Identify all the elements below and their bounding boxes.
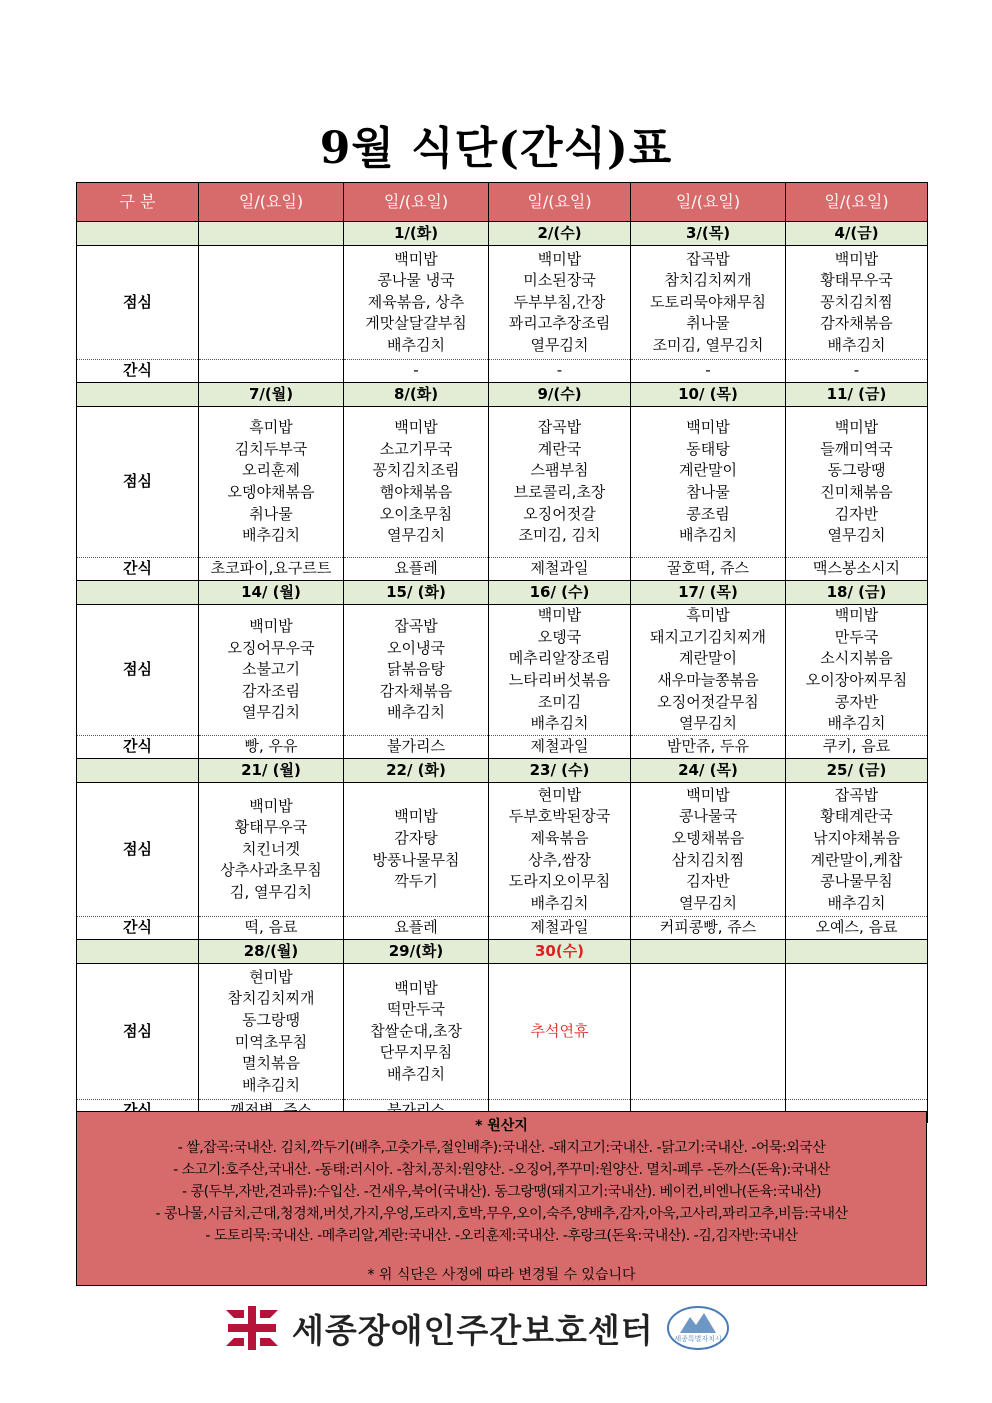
lunch-menu-cell [786,407,928,558]
menu-item: 백미밥 [834,418,879,437]
menu-item: 낚지야채볶음 [813,828,900,847]
date-row [77,581,928,605]
menu-item: 계란말이,케찹 [810,850,903,869]
lunch-menu-cell [344,605,489,736]
snack-cell: 요플레 [344,558,489,581]
header-cell: 일/(요일) [344,183,489,222]
origin-title: * 원산지 [475,1118,528,1134]
lunch-menu-cell [199,605,344,736]
date-row [77,383,928,407]
menu-item: 현미밥 [537,785,582,804]
page-title: 9월 식단(간식)표 [319,123,673,174]
menu-item: 배추김치 [679,526,737,545]
menu-item: 백미밥 [537,606,582,625]
menu-item: 느타리버섯볶음 [508,671,611,689]
snack-cell: 요플레 [344,917,489,940]
snack-cell: 맥스봉소시지 [786,558,928,581]
menu-item: 진미채볶음 [820,483,893,501]
date-cell: 10/ (목) [631,383,786,407]
menu-item: 두부호박된장국 [508,807,611,826]
menu-item: 황태계란국 [820,807,893,826]
snack-cell: 제철과일 [489,917,631,940]
date-cell: 21/ (월) [199,759,344,783]
menu-item: 콩나물국 [679,807,737,826]
menu-item: 김자반 [834,504,879,523]
date-row-label [77,759,199,783]
menu-item: 들깨미역국 [820,439,893,458]
menu-item: 백미밥 [834,249,879,268]
lunch-menu-cell [344,783,489,917]
menu-item: 백미밥 [686,785,730,804]
lunch-menu-cell [631,783,786,917]
menu-item: 백미밥 [394,978,438,997]
origin-line: - 쌀,잡곡:국내산. 김치,깍두기(배추,고춧가루,절인배추):국내산. -돼지고기:국내산. -닭고기:국내산. -어묵:외국산 [177,1140,826,1156]
menu-item: 김자반 [686,872,730,891]
menu-item: 배추김치 [827,335,886,354]
menu-item: 삼치김치찜 [671,850,745,869]
menu-item: 배추김치 [242,1075,300,1094]
origin-line: - 콩나물,시금치,근대,청경채,버섯,가지,우엉,도라지,호박,무우,오이,숙주,양배추,감자,아욱,고사리,꽈리고추,비듬:국내산 [155,1206,848,1222]
snack-cell: - [631,360,786,383]
menu-table [76,182,928,1123]
menu-item: 게맛살달걀부침 [365,314,467,333]
snack-row [77,736,928,759]
date-cell: 18/ (금) [786,581,928,605]
snack-row [77,917,928,940]
menu-item: 감자채볶음 [379,681,453,700]
menu-item: 황태무우국 [234,818,308,837]
date-cell: 25/ (금) [786,759,928,783]
date-cell: 2/(수) [489,222,631,246]
menu-item: 오뎅국 [537,627,582,646]
menu-item: 오이장아찌무침 [805,671,908,689]
menu-item: 오뎅채볶음 [671,828,745,847]
lunch-menu-cell [344,964,489,1100]
lunch-label: 점심 [77,605,199,736]
sejong-city-seal-icon [666,1305,730,1351]
menu-item: 참치김치찌개 [227,989,315,1008]
date-cell: 23/ (수) [489,759,631,783]
header-row [77,183,928,222]
menu-item: 새우마늘쫑볶음 [657,671,759,689]
snack-label: 간식 [77,558,199,581]
menu-item: 배추김치 [387,335,445,354]
snack-cell: 빵, 우유 [199,736,344,759]
menu-item: 두부부침,간장 [513,292,606,311]
date-cell [199,222,344,246]
menu-item: 제육볶음 [530,828,589,847]
date-cell: 11/ (금) [786,383,928,407]
menu-item: 열무김치 [679,714,737,733]
menu-item: 열무김치 [530,335,589,354]
menu-item: 도라지오이무침 [508,872,611,891]
lunch-menu-cell [489,964,631,1100]
menu-item: 오리훈제 [242,461,300,480]
snack-label: 간식 [77,736,199,759]
menu-item: 잡곡밥 [686,249,730,268]
snack-row [77,360,928,383]
date-cell: 7/(월) [199,383,344,407]
menu-item: 상추,쌈장 [528,850,591,869]
header-cell: 구 분 [77,183,199,222]
snack-cell: 커피콩빵, 쥬스 [631,917,786,940]
snack-cell: - [344,360,489,383]
menu-item: 방풍나물무침 [372,850,460,869]
menu-item: 감자채볶음 [820,314,893,333]
menu-item: 꽁치김치찜 [820,292,893,311]
menu-item: 닭볶음탕 [387,660,445,679]
date-cell: 16/ (수) [489,581,631,605]
menu-item: 계란말이 [679,649,737,668]
menu-item: 김, 열무김치 [230,882,312,901]
menu-item: 떡만두국 [387,1000,445,1019]
lunch-menu-cell [489,605,631,736]
lunch-row [77,964,928,1100]
menu-item: 오징어무우국 [227,638,315,657]
lunch-label: 점심 [77,783,199,917]
menu-item: 잡곡밥 [537,418,582,437]
brand-footer [222,1302,782,1354]
menu-item: 계란국 [537,439,582,458]
change-notice: * 위 식단은 사정에 따라 변경될 수 있습니다 [367,1267,636,1283]
menu-item: 돼지고기김치찌개 [650,627,766,646]
snack-cell: 제철과일 [489,558,631,581]
menu-item: 배추김치 [387,703,445,722]
header-cell: 일/(요일) [199,183,344,222]
menu-item: 열무김치 [827,526,886,545]
origin-line: - 소고기:호주산,국내산. -동태:러시아. -참치,꽁치:원양산. -오징어,쭈꾸미:원양산. 멸치-페루 -돈까스(돈육):국내산 [173,1162,830,1178]
menu-item: 메추리알장조림 [508,649,611,668]
menu-item: 멸치볶음 [242,1054,300,1073]
menu-item: 햄야채볶음 [379,483,453,501]
date-cell: 4/(금) [786,222,928,246]
menu-item: 오이초무침 [379,504,453,523]
snack-cell: 떡, 음료 [199,917,344,940]
menu-item: 콩나물 냉국 [377,271,455,290]
menu-item: 잡곡밥 [394,617,438,636]
menu-item: 미역초무침 [234,1032,308,1051]
caritas-cross-icon [222,1304,282,1352]
menu-item: 소시지볶음 [820,649,893,668]
menu-item: 취나물 [249,504,293,523]
origin-line: - 콩(두부,자반,견과류):수입산. -건새우,북어(국내산). 동그랑땡(돼지고기:국내산). 베이컨,비엔나(돈육:국내산) [182,1184,821,1200]
menu-item: 제육볶음, 상추 [367,292,465,311]
origin-box [76,1111,927,1286]
menu-item: 계란말이 [679,461,737,480]
lunch-menu-cell [344,407,489,558]
date-row-label [77,222,199,246]
date-cell [631,940,786,964]
date-cell [786,940,928,964]
menu-item: 동그랑땡 [827,461,886,480]
menu-item: 도토리묵야채무침 [650,292,766,311]
lunch-menu-cell [786,783,928,917]
snack-label: 간식 [77,360,199,383]
menu-item: 흑미밥 [686,606,730,625]
lunch-menu-cell [786,605,928,736]
lunch-row [77,783,928,917]
lunch-menu-cell [199,407,344,558]
menu-item: 스팸부침 [530,461,589,480]
snack-cell: 쿠키, 음료 [786,736,928,759]
menu-item: 조미김, 김치 [518,526,601,545]
date-row [77,759,928,783]
date-cell: 24/ (목) [631,759,786,783]
menu-item: 황태무우국 [820,271,893,290]
menu-item: 브로콜리,초장 [513,483,606,501]
menu-item: 꽈리고추장조림 [508,314,611,333]
menu-item: 동태탕 [686,439,730,458]
seal-text: 세종특별자치시 [674,1335,722,1343]
lunch-menu-cell [631,605,786,736]
lunch-menu-cell [631,246,786,360]
menu-item: 백미밥 [394,249,438,268]
menu-item: 취나물 [686,314,730,333]
snack-cell: 밤만쥬, 두유 [631,736,786,759]
date-cell: 22/ (화) [344,759,489,783]
date-cell: 1/(화) [344,222,489,246]
date-row-label [77,581,199,605]
date-row-label [77,383,199,407]
menu-item: 참나물 [686,483,730,501]
menu-item: 백미밥 [537,249,582,268]
lunch-row [77,246,928,360]
lunch-menu-cell [489,407,631,558]
snack-row [77,558,928,581]
menu-item: 콩자반 [834,692,879,711]
lunch-row [77,407,928,558]
menu-item: 추석연휴 [530,1021,589,1040]
lunch-menu-cell [489,783,631,917]
menu-item: 열무김치 [387,526,445,545]
snack-cell: 제철과일 [489,736,631,759]
date-cell: 15/ (화) [344,581,489,605]
snack-cell: 꿀호떡, 쥬스 [631,558,786,581]
menu-item: 오징어젓갈 [523,504,596,523]
menu-item: 배추김치 [827,893,886,912]
lunch-row [77,605,928,736]
menu-item: 동그랑땡 [242,1010,300,1029]
menu-item: 만두국 [834,627,879,646]
lunch-menu-cell [631,407,786,558]
menu-item: 열무김치 [679,893,737,912]
menu-item: 흑미밥 [249,418,293,437]
snack-cell: - [489,360,631,383]
lunch-menu-cell [489,246,631,360]
menu-item: 배추김치 [827,714,886,733]
menu-item: 찹쌀순대,초장 [370,1021,462,1040]
menu-item: 백미밥 [834,606,879,625]
lunch-menu-cell [344,246,489,360]
menu-item: 오이냉국 [387,638,445,657]
date-cell: 29/(화) [344,940,489,964]
menu-item: 배추김치 [530,893,589,912]
lunch-menu-cell [631,964,786,1100]
lunch-menu-cell [199,246,344,360]
lunch-label: 점심 [77,407,199,558]
menu-item: 조미김, 열무김치 [652,335,764,354]
menu-item: 열무김치 [242,703,300,722]
menu-item: 치킨너겟 [242,839,300,858]
date-row-label [77,940,199,964]
snack-cell: - [786,360,928,383]
menu-item: 꽁치김치조림 [372,461,460,480]
menu-item: 현미밥 [249,967,293,986]
menu-item: 백미밥 [686,418,730,437]
snack-cell: 초코파이,요구르트 [199,558,344,581]
menu-item: 조미김 [537,692,582,711]
menu-item: 소고기무국 [379,439,453,458]
date-cell: 28/(월) [199,940,344,964]
header-cell: 일/(요일) [631,183,786,222]
lunch-menu-cell [199,783,344,917]
lunch-menu-cell [199,964,344,1100]
menu-item: 오징어젓갈무침 [657,692,759,711]
menu-item: 콩나물무침 [820,872,893,891]
date-row [77,940,928,964]
lunch-label: 점심 [77,964,199,1100]
snack-label: 간식 [77,917,199,940]
lunch-label: 점심 [77,246,199,360]
menu-item: 백미밥 [394,807,438,826]
menu-item: 오뎅야채볶음 [227,483,315,501]
date-cell: 30(수) [489,940,631,964]
menu-item: 배추김치 [242,526,300,545]
date-cell: 8/(화) [344,383,489,407]
menu-item: 깍두기 [394,872,438,891]
menu-item: 잡곡밥 [834,785,879,804]
date-row [77,222,928,246]
menu-item: 감자조림 [242,681,300,700]
menu-item: 단무지무침 [379,1043,453,1062]
menu-item: 미소된장국 [523,271,596,290]
header-cell: 일/(요일) [489,183,631,222]
origin-line: - 도토리묵:국내산. -메추리알,계란:국내산. -오리훈제:국내산. -후랑크(돈육:국내산). -김,김자반:국내산 [205,1228,798,1244]
menu-item: 김치두부국 [234,439,308,458]
menu-item: 감자탕 [394,828,438,847]
date-cell: 17/ (목) [631,581,786,605]
menu-item: 백미밥 [394,418,438,437]
snack-cell [199,360,344,383]
snack-cell: 불가리스 [344,736,489,759]
lunch-menu-cell [786,964,928,1100]
menu-item: 참치김치찌개 [664,271,752,290]
menu-item: 상추사과초무침 [220,861,322,880]
lunch-menu-cell [786,246,928,360]
header-cell: 일/(요일) [786,183,928,222]
date-cell: 14/ (월) [199,581,344,605]
date-cell: 9/(수) [489,383,631,407]
menu-item: 백미밥 [249,617,293,636]
snack-cell: 오예스, 음료 [786,917,928,940]
menu-item: 배추김치 [387,1064,445,1083]
center-name: 세종장애인주간보호센터 [292,1310,654,1350]
menu-item: 소불고기 [242,660,300,679]
menu-item: 콩조림 [686,504,730,523]
menu-item: 배추김치 [530,714,589,733]
date-cell: 3/(목) [631,222,786,246]
menu-item: 백미밥 [249,796,293,815]
